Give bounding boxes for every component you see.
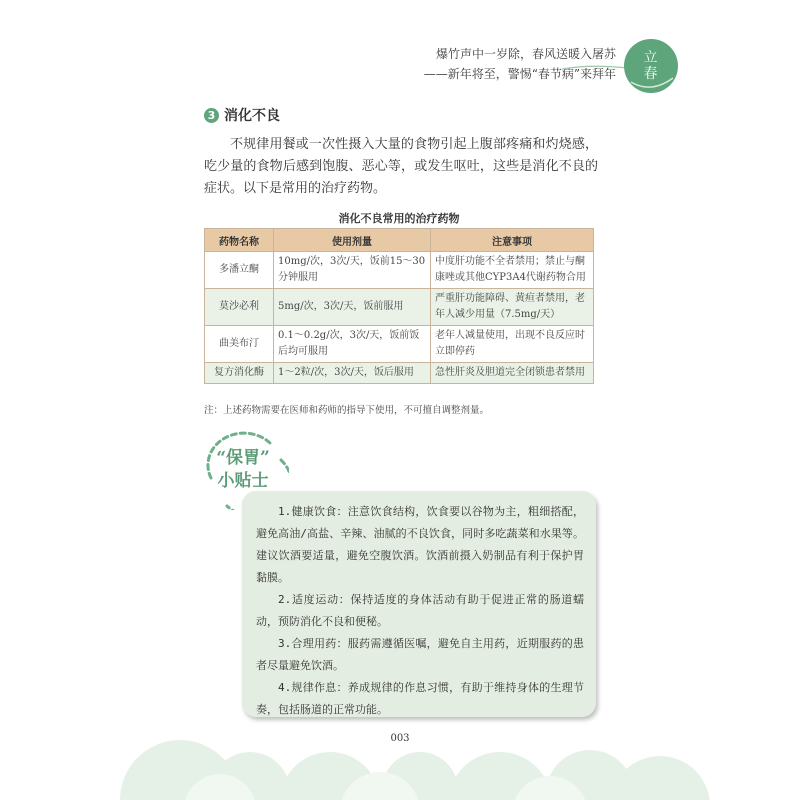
table-row — [205, 289, 594, 326]
table-row — [205, 363, 594, 384]
section-heading — [204, 105, 280, 125]
tip-item: 4.规律作息：养成规律的作息习惯，有助于维持身体的生理节奏，包括肠道的正常功能。 — [256, 681, 584, 716]
drug-name-cell: 曲美布汀 — [205, 326, 274, 363]
body-paragraph: 不规律用餐或一次性摄入大量的食物引起上腹部疼痛和灼烧感，吃少量的食物后感到饱腹、恶心等，或发生呕吐，这些是消化不良的症状。以下是常用的治疗药物。 — [204, 137, 598, 196]
tip-item: 3.合理用药：服药需遵循医嘱，避免自主用药，近期服药的患者尽量避免饮酒。 — [256, 637, 584, 672]
drug-name-cell: 多潘立酮 — [205, 252, 274, 289]
precaution-cell: 老年人减量使用，出现不良反应时立即停药 — [431, 326, 594, 363]
tip-item: 2.适度运动：保持适度的身体活动有助于促进正常的肠道蠕动，预防消化不良和便秘。 — [256, 593, 584, 628]
table-note: 注：上述药物需要在医师和药师的指导下使用，不可擅自调整剂量。 — [204, 405, 490, 416]
drug-table — [204, 228, 594, 384]
table-caption: 消化不良常用的治疗药物 — [338, 212, 460, 225]
running-header-line1: 爆竹声中一岁除，春风送暖入屠苏 — [435, 47, 616, 61]
tips-box — [242, 491, 596, 717]
seal-char-2: 春 — [643, 66, 659, 82]
table-header-cell: 药物名称 — [205, 229, 274, 252]
seal-char-1: 立 — [643, 50, 659, 66]
running-header-line2: ——新年将至，警惕“春节病”来拜年 — [423, 67, 616, 81]
tips-title-line1: “保胃” — [216, 448, 270, 468]
header-brush-stroke-icon — [560, 62, 630, 74]
table-header-cell: 使用剂量 — [274, 229, 431, 252]
tip-item: 1.健康饮食：注意饮食结构，饮食要以谷物为主，粗细搭配，避免高油/高盐、辛辣、油腻的不良饮食，同时多吃蔬菜和水果等。建议饮酒要适量，避免空腹饮酒。饮酒前摄入奶制品有利于保护胃黏膜。 — [256, 505, 584, 584]
table-row — [205, 252, 594, 289]
precaution-cell: 急性肝炎及胆道完全闭锁患者禁用 — [431, 363, 594, 384]
dosage-cell: 5mg/次，3次/天，饭前服用 — [274, 289, 431, 326]
page-number: 003 — [390, 733, 410, 744]
dosage-cell: 0.1～0.2g/次，3次/天，饭前饭后均可服用 — [274, 326, 431, 363]
drug-name-cell: 复方消化酶 — [205, 363, 274, 384]
drug-name-cell: 莫沙必利 — [205, 289, 274, 326]
section-number-badge: 3 — [204, 108, 219, 123]
table-row — [205, 326, 594, 363]
precaution-cell: 中度肝功能不全者禁用；禁止与酮康唑或其他CYP3A4代谢药物合用 — [431, 252, 594, 289]
season-seal — [623, 38, 679, 94]
tips-title-line2: 小贴士 — [217, 471, 269, 491]
precaution-cell: 严重肝功能障碍、黄疸者禁用，老年人减少用量（7.5mg/天） — [431, 289, 594, 326]
section-heading-text: 消化不良 — [224, 108, 280, 124]
dosage-cell: 10mg/次，3次/天，饭前15～30分钟服用 — [274, 252, 431, 289]
dosage-cell: 1～2粒/次，3次/天，饭后服用 — [274, 363, 431, 384]
table-header-row — [205, 229, 594, 252]
table-header-cell: 注意事项 — [431, 229, 594, 252]
